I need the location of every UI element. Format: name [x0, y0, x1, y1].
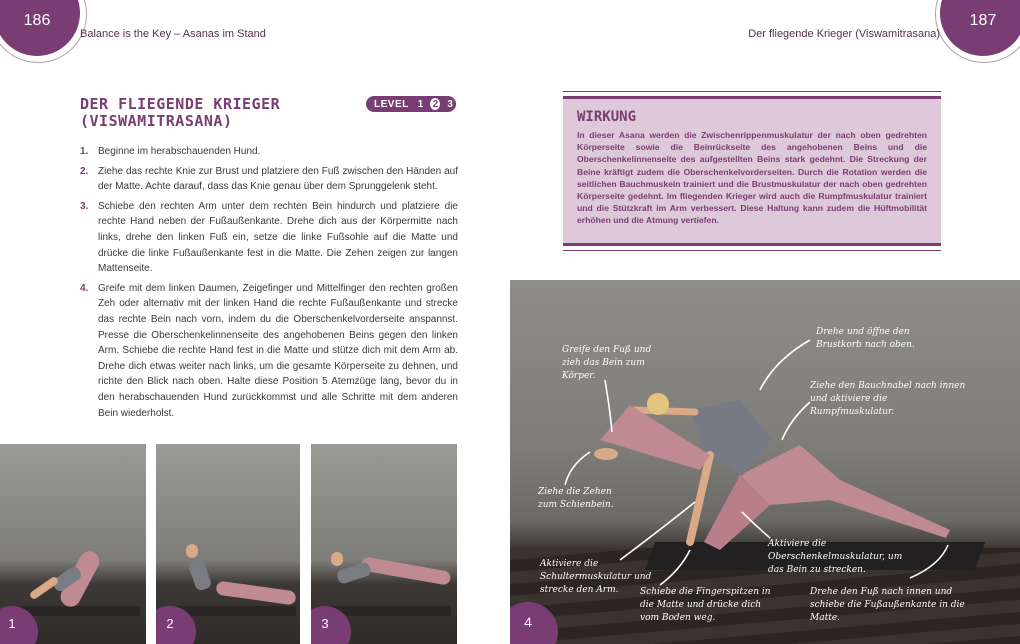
level-label: LEVEL — [374, 98, 409, 110]
step-number: 3. — [80, 200, 89, 212]
person-torso — [336, 561, 373, 585]
step-text: Ziehe das rechte Knie zur Brust und platziere den Fuß zwischen den Händen auf der Matte. Achte darauf, dass das Knie genau über dem Sprunggelenk steht. — [98, 165, 458, 193]
pose-title-line2: (VISWAMITRASANA) — [80, 112, 233, 130]
wirkung-heading: WIRKUNG — [577, 109, 637, 125]
annotation-schulter: Aktiviere die Schultermuskulatur und strecke den Arm. — [540, 559, 652, 595]
step-photo-2 — [156, 444, 300, 644]
step-text: Schiebe den rechten Arm unter dem rechten Bein hindurch und platziere die rechte Hand neben der Fußaußenkante. Drehe dich aus der Körpermitte nach links, drehe den linken Fuß ein, setze die linke Fußsohle auf die Matte und drücke die linke Fußaußenkante fest in die Matte. Die Zehen zeigen zur langen Mattenseite. — [98, 200, 458, 275]
arrow-schulter — [620, 502, 695, 560]
extended-leg — [740, 445, 950, 538]
step-photo-1 — [0, 444, 146, 644]
level-option-1: 1 — [417, 98, 424, 110]
person-leg — [215, 581, 296, 606]
page-number-right-text: 187 — [969, 12, 997, 29]
running-head-right: Der fliegende Krieger (Viswamitrasana) — [748, 28, 940, 40]
step-item — [80, 144, 458, 160]
photo-badge: 4 — [510, 602, 558, 644]
step-item — [80, 281, 458, 421]
main-pose-photo — [510, 280, 1020, 644]
person-head — [331, 552, 343, 566]
annotation-bauchnabel: Ziehe den Bauchnabel nach innen und aktiviere die Rumpfmuskulatur. — [810, 381, 966, 417]
wirkung-text: In dieser Asana werden die Zwischenrippenmuskulatur der nach oben gedrehten Körperseite sowie die Beinrückseite des angehobenen Beins und die Oberschenkelinnenseite des aufgestellten Beins stark gedehnt. Die Streckung der Beine kräftigt zudem die Oberschenkelvorderseiten. Durch die Rotation werden die seitlichen Bauchmuskeln trainiert und die Brustmuskulatur der nach oben gedrehten Körperseite gedehnt. Im fliegenden Krieger wird auch die Rumpfmuskulatur trainiert und die Stützkraft im Arm verbessert. Diese Haltung kann zudem die Hüftmobilität erhöhen und die Atmung vertiefen. — [577, 130, 927, 226]
annotation-zehen: Ziehe die Zehen zum Schienbein. — [538, 487, 614, 510]
arrow-greife — [605, 380, 612, 432]
foot — [594, 448, 618, 460]
page-number-left-text: 186 — [23, 12, 51, 29]
photo-badge: 3 — [311, 606, 351, 644]
annotation-oberschenkel: Aktiviere die Oberschenkelmuskulatur, um das Bein zu strecken. — [768, 539, 903, 575]
annotation-brustkorb: Drehe und öffne den Brustkorb nach oben. — [816, 327, 915, 350]
annotation-finger: Schiebe die Fingerspitzen in die Matte und drücke dich vom Boden weg. — [640, 587, 771, 623]
step-item — [80, 164, 458, 195]
person-head — [186, 544, 198, 558]
step-number: 2. — [80, 165, 89, 177]
step-number: 1. — [80, 146, 89, 157]
wirkung-rule-top — [563, 91, 941, 92]
arrow-zehen — [565, 452, 590, 485]
yoga-mat — [176, 606, 296, 616]
photo-badge: 1 — [0, 606, 38, 644]
level-option-2-selected: 2 — [428, 96, 442, 112]
arrow-brustkorb — [760, 340, 810, 390]
step-number: 4. — [80, 282, 89, 294]
step-photo-3 — [311, 444, 457, 644]
pose-title-line1: DER FLIEGENDE KRIEGER — [80, 95, 281, 113]
wirkung-box — [563, 96, 941, 246]
running-head-left: Balance is the Key – Asanas im Stand — [80, 28, 266, 40]
level-option-3: 3 — [447, 98, 453, 110]
person-leg — [360, 556, 451, 585]
person-torso — [187, 558, 212, 592]
annotation-fuss: Drehe den Fuß nach innen und schiebe die Fußaußenkante in die Matte. — [810, 587, 965, 623]
step-text: Greife mit dem linken Daumen, Zeigefinger und Mittelfinger den rechten großen Zeh oder alternativ mit der linken Hand die rechte Fußaußenkante und strecke das rechte Bein nach vorn, indem du die Oberschenkelvorderseite anspannst. Presse die Oberschenkelinnenseite des angehobenen Beins gegen den linken Arm. Schiebe die rechte Hand fest in die Matte und stütze dich mit dem Arm ab. Drehe dich etwas weiter nach links, um die gesamte Körperseite zu dehnen, und richte den Blick nach oben. Halte diese Position 5 Atemzüge lang, bevor du in den herabschauenden Hund zurückkommst und alle Schritte mit dem anderen Bein wiederholst. — [98, 282, 458, 419]
wirkung-rule-bottom — [563, 250, 941, 251]
head — [647, 393, 669, 415]
annotation-greife: Greife den Fuß und zieh das Bein zum Körper. — [562, 345, 652, 381]
photo-badge: 2 — [156, 606, 196, 644]
step-item — [80, 199, 458, 277]
step-text: Beginne im herabschauenden Hund. — [98, 146, 261, 157]
pose-title — [80, 96, 280, 130]
level-indicator — [366, 96, 456, 112]
arrow-bauchnabel — [782, 402, 810, 440]
instruction-steps — [80, 144, 458, 425]
